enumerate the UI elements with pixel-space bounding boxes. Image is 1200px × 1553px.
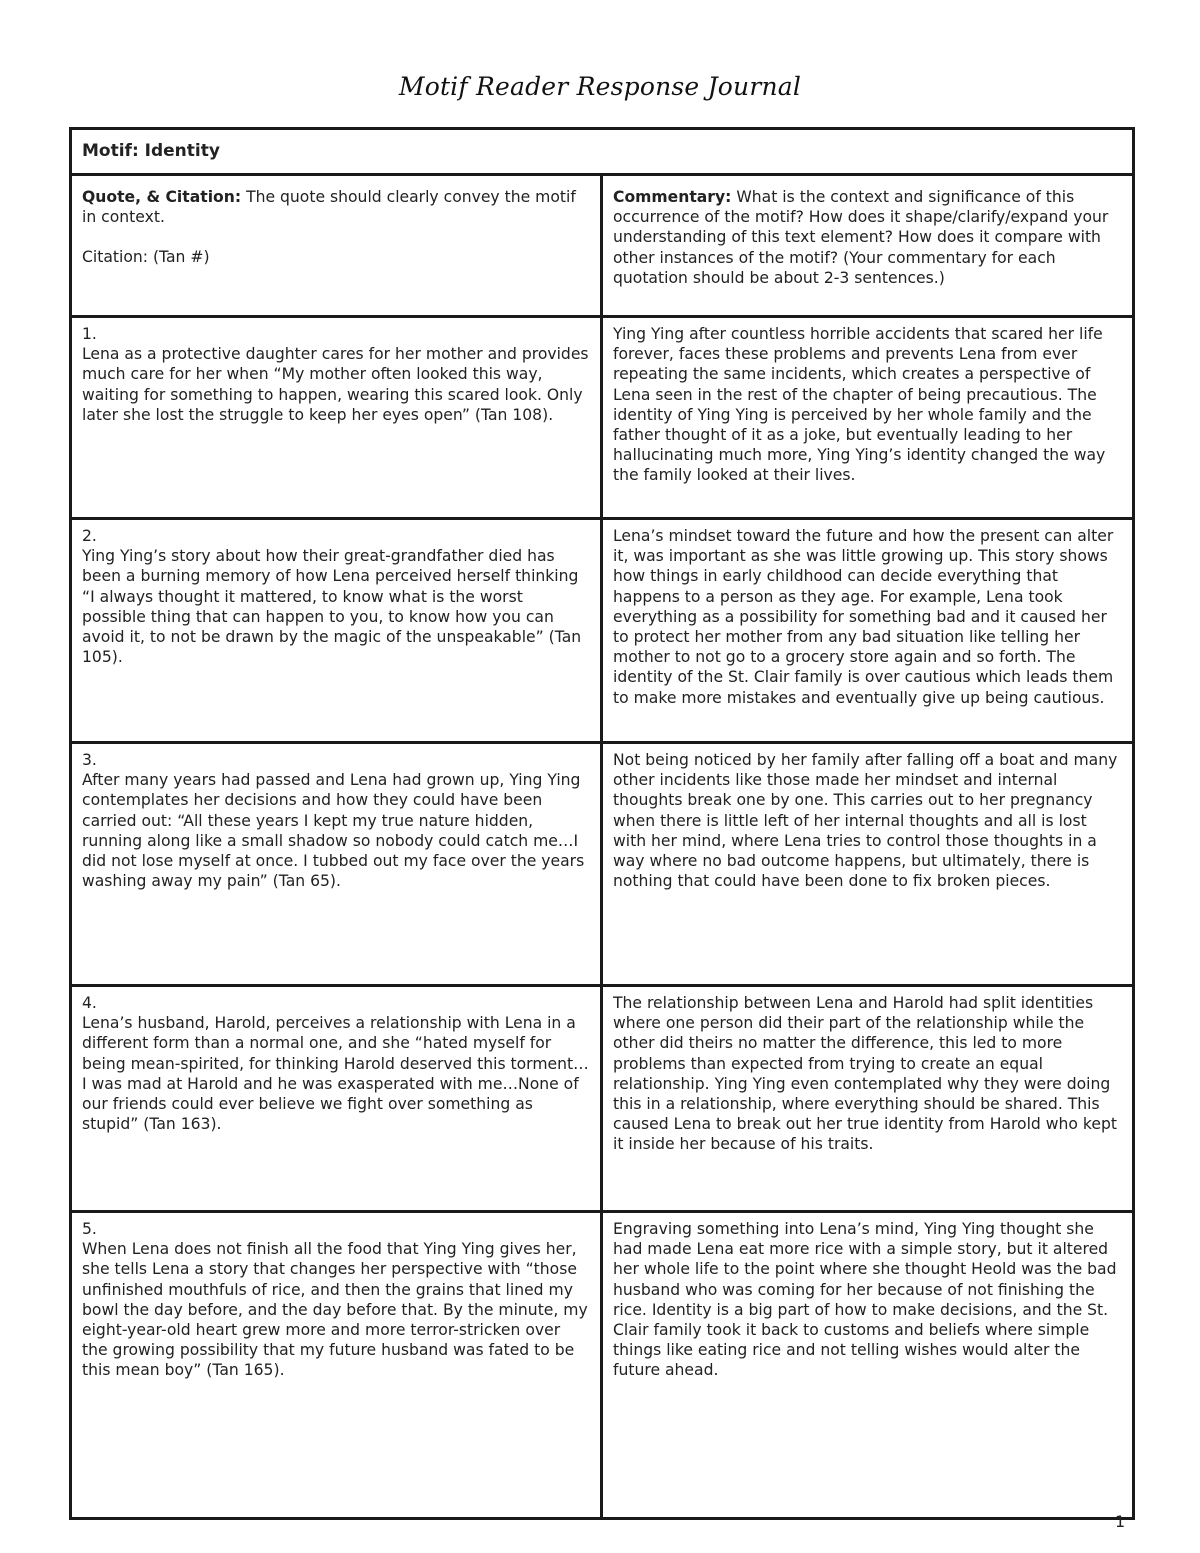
quote-cell (71, 317, 602, 519)
commentary-cell (602, 519, 1134, 743)
quote-text: Ying Ying’s story about how their great-grandfather died has been a burning memory of how Lena perceived herself thinking “I always thought it mattered, to know what is the worst possible thing that can happen to you, to know how you can avoid it, to not be drawn by the magic of the unspeakable” (Tan 105). (82, 547, 582, 667)
commentary-cell (602, 1212, 1134, 1519)
journal-table (69, 127, 1135, 1520)
quote-text: After many years had passed and Lena had grown up, Ying Ying contemplates her decisions and how they could have been carried out: “All these years I kept my true nature hidden, running along like a small shadow so nobody could catch me…I did not lose myself at once. I tubbed out my face over the years washing away my pain” (Tan 65). (82, 771, 585, 891)
commentary-text: Lena’s mindset toward the future and how the present can alter it, was important as she was little growing up. This story shows how things in early childhood can decide everything that happens to a person as they age. For example, Lena took everything as a possibility for something bad and it caused her to protect her mother from any bad situation like telling her mother to not go to a grocery store again and so forth. The identity of the St. Clair family is over cautious which leads them to make more mistakes and eventually give up being cautious. (613, 527, 1114, 707)
quote-description: The quote should clearly convey the motif in context. (82, 188, 576, 227)
entry-row (71, 317, 1134, 519)
commentary-text: Not being noticed by her family after falling off a boat and many other incidents like those made her mindset and internal thoughts break one by one. This carries out to her pregnancy when there is little left of her internal thoughts and all is lost with her mind, where Lena tries to control those thoughts in a way where no bad outcome happens, but ultimately, there is nothing that could have been done to fix broken pieces. (613, 751, 1118, 891)
quote-header-cell (71, 175, 602, 317)
quote-cell (71, 743, 602, 986)
commentary-text: The relationship between Lena and Harold had split identities where one person did their part of the relationship while the other did theirs no matter the difference, this led to more problems than expected from trying to create an equal relationship. Ying Ying even contemplated why they were doing this in a relationship, where everything should be shared. This caused Lena to break out her true identity from Harold who kept it inside her because of his traits. (613, 994, 1117, 1154)
entry-row (71, 519, 1134, 743)
entry-number: 4. (82, 994, 97, 1012)
commentary-text: Engraving something into Lena’s mind, Ying Ying thought she had made Lena eat more rice with a simple story, but it altered her whole life to the point where she thought Heold was the bad husband who was coming for her because of not finishing the rice. Identity is a big part of how to make decisions, and the St. Clair family took it back to customs and beliefs where simple things like eating rice and not telling wishes would alter the future ahead. (613, 1220, 1117, 1380)
quote-label: Quote, & Citation: (82, 188, 242, 206)
document-title: Motif Reader Response Journal (398, 72, 802, 101)
quote-text: Lena’s husband, Harold, perceives a relationship with Lena in a different form than a normal one, and she “hated myself for being mean-spirited, for thinking Harold deserved this torment…I was mad at Harold and he was exasperated with me…None of our friends could ever believe we fight over something as stupid” (Tan 163). (82, 1014, 589, 1134)
quote-instructions (82, 187, 590, 227)
commentary-header-cell (602, 175, 1134, 317)
motif-heading: Motif: Identity (71, 129, 1134, 175)
entry-row (71, 743, 1134, 986)
commentary-cell (602, 743, 1134, 986)
citation-format: Citation: (Tan #) (82, 248, 210, 267)
entry-number: 3. (82, 751, 97, 769)
motif-row (71, 129, 1134, 175)
commentary-cell (602, 986, 1134, 1212)
quote-cell (71, 1212, 602, 1519)
quote-text: When Lena does not finish all the food that Ying Ying gives her, she tells Lena a story that changes her perspective with “those unfinished mouthfuls of rice, and then the grains that lined my bowl the day before, and the day before that. By the minute, my eight-year-old heart grew more and more terror-stricken over the growing possibility that my future husband was fated to be this mean boy” (Tan 165). (82, 1240, 588, 1380)
quote-text: Lena as a protective daughter cares for her mother and provides much care for her when “My mother often looked this way, waiting for something to happen, wearing this scared look. Only later she lost the struggle to keep her eyes open” (Tan 108). (82, 345, 589, 424)
entry-row (71, 1212, 1134, 1519)
header-row (71, 175, 1134, 317)
commentary-description: What is the context and significance of this occurrence of the motif? How does it shape/clarify/expand your understanding of this text element? How does it compare with other instances of the motif? (Your commentary for each quotation should be about 2-3 sentences.) (613, 188, 1109, 287)
quote-cell (71, 519, 602, 743)
quote-cell (71, 986, 602, 1212)
commentary-cell (602, 317, 1134, 519)
entry-row (71, 986, 1134, 1212)
entry-number: 1. (82, 325, 97, 343)
commentary-label: Commentary: (613, 188, 732, 206)
page-number: 1 (1115, 1512, 1126, 1531)
commentary-text: Ying Ying after countless horrible accidents that scared her life forever, faces these problems and prevents Lena from ever repeating the same incidents, which creates a perspective of Lena seen in the rest of the chapter of being precautious. The identity of Ying Ying is perceived by her whole family and the father thought of it as a joke, but eventually leading to her hallucinating much more, Ying Ying’s identity changed the way the family looked at their lives. (613, 325, 1106, 485)
entry-number: 2. (82, 527, 97, 545)
entry-number: 5. (82, 1220, 97, 1238)
